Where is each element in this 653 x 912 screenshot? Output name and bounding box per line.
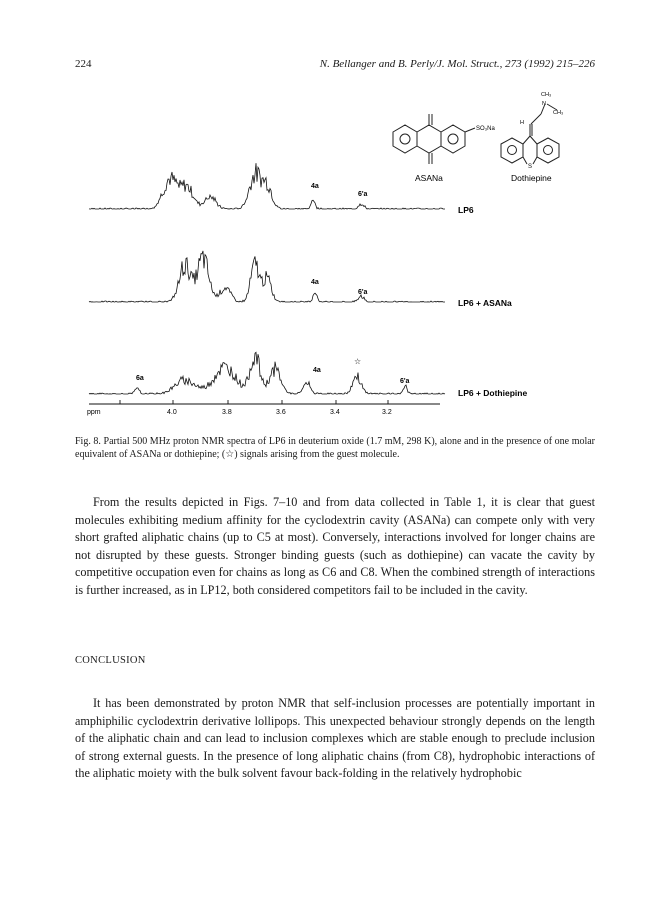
page-number: 224 bbox=[75, 58, 92, 70]
running-title: N. Bellanger and B. Perly/J. Mol. Struct., 273 (1992) 215–226 bbox=[319, 58, 595, 70]
spectrum-trace-lp6-dothiepine bbox=[89, 352, 445, 394]
spectrum-label-lp6: LP6 bbox=[458, 205, 474, 215]
axis-unit-label: ppm bbox=[87, 409, 101, 416]
peak-label-4a-asana: 4a bbox=[311, 279, 319, 286]
axis-tick-3-6: 3.6 bbox=[276, 409, 286, 416]
peak-label-6a-dothiepine: 6a bbox=[136, 375, 144, 382]
section-heading-conclusion: CONCLUSION bbox=[75, 655, 146, 666]
guest-signal-star-icon: ☆ bbox=[354, 357, 362, 366]
peak-label-6a-prime-dothiepine: 6'a bbox=[400, 378, 410, 385]
asana-label: ASANa bbox=[415, 173, 443, 183]
peak-label-4a-dothiepine: 4a bbox=[313, 367, 321, 374]
axis-tick-3-4: 3.4 bbox=[330, 409, 340, 416]
spectrum-label-lp6-dothiepine: LP6 + Dothiepine bbox=[458, 388, 528, 398]
nmr-spectra-plot bbox=[75, 84, 595, 424]
asana-substituent: SO₃Na bbox=[476, 126, 495, 132]
spectrum-trace-lp6 bbox=[89, 163, 445, 209]
dothiepine-label: Dothiepine bbox=[511, 173, 552, 183]
running-header bbox=[75, 58, 595, 74]
dothiepine-h-atom: H bbox=[520, 120, 524, 126]
asana-structure bbox=[393, 114, 475, 164]
dothiepine-structure bbox=[501, 104, 559, 164]
dothiepine-methyl-2: CH₃ bbox=[553, 110, 564, 116]
axis-tick-4-0: 4.0 bbox=[167, 409, 177, 416]
dothiepine-methyl-1: CH₃ bbox=[541, 92, 552, 98]
peak-label-6a-prime-lp6: 6'a bbox=[358, 191, 368, 198]
figure-caption bbox=[75, 435, 595, 461]
spectrum-label-lp6-asana: LP6 + ASANa bbox=[458, 298, 512, 308]
caption-label: Fig. 8. bbox=[75, 436, 101, 447]
spectrum-trace-lp6-asana bbox=[89, 251, 445, 302]
peak-label-4a-lp6: 4a bbox=[311, 183, 319, 190]
axis-tick-3-2: 3.2 bbox=[382, 409, 392, 416]
dothiepine-n-atom: N bbox=[542, 101, 546, 107]
axis-tick-3-8: 3.8 bbox=[222, 409, 232, 416]
nmr-figure bbox=[75, 84, 595, 424]
body-paragraph-2: It has been demonstrated by proton NMR that self-inclusion processes are potentially important in amphiphilic cyclodextrin derivative lollipops. This unexpected behaviour strongly depends on the length of the aliphatic chain and can lead to inclusion complexes which are stable enough to preclude inclusion of strong external guests. In the presence of long aliphatic chains (from C8), hydrophobic interactions of the aliphatic moiety with the bulk solvent favour back-folding in the relatively hydrophobic bbox=[75, 696, 595, 780]
caption-text: Partial 500 MHz proton NMR spectra of LP6 in deuterium oxide (1.7 mM, 298 K), alone and in the presence of one molar equivalent of ASANa or dothiepine; (☆) signals arising from the guest molecule. bbox=[75, 436, 596, 460]
body-paragraph-1: From the results depicted in Figs. 7–10 and from data collected in Table 1, it is clear that guest molecules exhibiting medium affinity for the cyclodextrin cavity (ASANa) can compete only with very short grafted aliphatic chains (up to C5 at most). Conversely, interactions involved for longer chains are not disrupted by these guests. Stronger binding guests (such as dothiepine) can vacate the cavity by competitive occupation even for chains as long as C6 and C8. When the combined strength of interactions is further increased, as in LP12, both considered competitors fail to be included in the cavity. bbox=[75, 495, 595, 597]
peak-label-6a-prime-asana: 6'a bbox=[358, 289, 368, 296]
dothiepine-s-atom: S bbox=[528, 164, 533, 170]
